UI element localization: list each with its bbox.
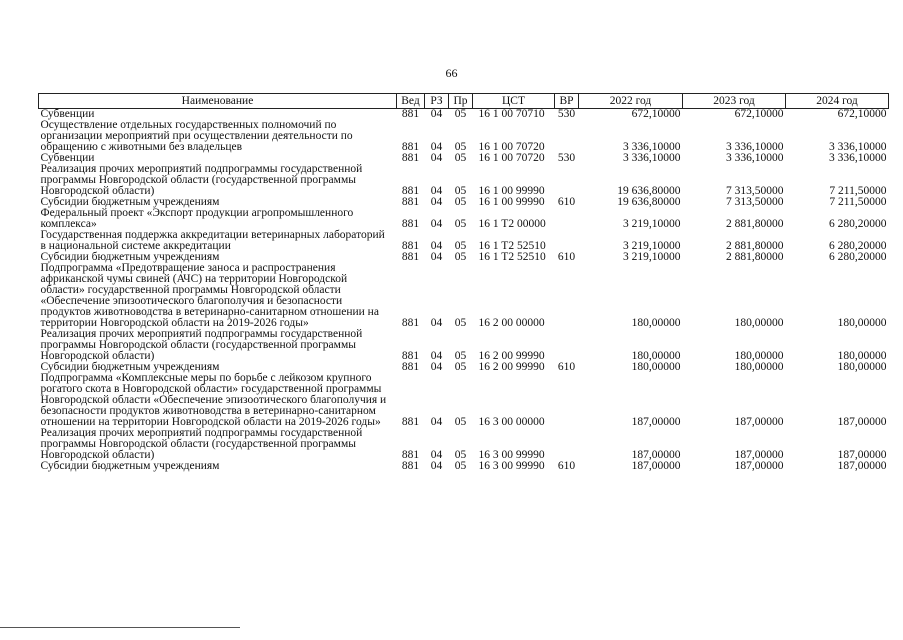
row-pr: 05 (454, 460, 467, 472)
row-name: Реализация прочих мероприятий подпрограммы государственной программы Новгородской области (государственной программы Новгородской области) (40, 328, 363, 362)
row-vr: 610 (557, 251, 576, 263)
row-2023-amount: 187,00000 (734, 449, 784, 461)
row-cst: 16 3 00 99990 (478, 449, 545, 461)
row-2022-amount: 19 636,80000 (617, 185, 681, 197)
row-cst: 16 1 T2 00000 (478, 218, 546, 230)
row-2023-amount: 3 336,10000 (726, 152, 784, 164)
row-ved: 881 (401, 196, 420, 208)
row-2023-amount: 180,00000 (734, 350, 784, 362)
row-rz: 04 (430, 196, 443, 208)
header-row (39, 94, 889, 109)
row-cst: 16 2 00 99990 (478, 361, 545, 373)
header-name: Наименование (39, 94, 397, 109)
row-pr: 05 (454, 449, 467, 461)
row-name: Субвенции (40, 108, 95, 120)
row-ved: 881 (401, 141, 420, 153)
row-vr (555, 230, 579, 252)
row-2023-amount: 3 336,10000 (726, 141, 784, 153)
table-row (39, 373, 889, 428)
row-ved: 881 (401, 416, 420, 428)
table-body (39, 109, 889, 473)
row-2024-amount: 180,00000 (837, 350, 887, 362)
row-ved: 881 (401, 361, 420, 373)
row-2024-amount: 6 280,20000 (829, 218, 887, 230)
row-cst: 16 1 00 70720 (478, 141, 545, 153)
header-2022: 2022 год (579, 94, 683, 109)
row-vr (555, 164, 579, 197)
row-name: Реализация прочих мероприятий подпрограммы государственной программы Новгородской области (государственной программы Новгородской области) (40, 163, 363, 197)
row-vr (555, 263, 579, 329)
row-ved: 881 (401, 240, 420, 252)
row-2024-amount: 187,00000 (837, 449, 887, 461)
row-pr: 05 (454, 350, 467, 362)
row-ved: 881 (401, 317, 420, 329)
row-rz: 04 (430, 251, 443, 263)
row-rz: 04 (430, 449, 443, 461)
row-vr: 610 (557, 196, 576, 208)
row-vr (555, 373, 579, 428)
row-2022-amount: 180,00000 (631, 317, 681, 329)
row-pr: 05 (454, 141, 467, 153)
row-vr: 610 (557, 460, 576, 472)
row-2023-amount: 2 881,80000 (726, 240, 784, 252)
row-2024-amount: 6 280,20000 (829, 251, 887, 263)
row-rz: 04 (430, 218, 443, 230)
table-row (39, 164, 889, 197)
row-2024-amount: 180,00000 (837, 361, 887, 373)
row-2024-amount: 7 211,50000 (829, 185, 887, 197)
row-name: Субсидии бюджетным учреждениям (40, 196, 220, 208)
row-ved: 881 (401, 449, 420, 461)
row-rz: 04 (430, 350, 443, 362)
header-rz: РЗ (425, 94, 449, 109)
row-vr (555, 428, 579, 461)
row-rz: 04 (430, 141, 443, 153)
row-cst: 16 1 T2 52510 (478, 240, 546, 252)
row-2022-amount: 672,10000 (631, 108, 681, 120)
row-pr: 05 (454, 240, 467, 252)
row-ved: 881 (401, 108, 420, 120)
budget-table (38, 93, 889, 472)
row-2023-amount: 672,10000 (734, 108, 784, 120)
row-2022-amount: 3 219,10000 (623, 240, 681, 252)
row-name: Осуществление отдельных государственных полномочий по организации мероприятий при осуществлении деятельности по обращению с животными без владельцев (40, 119, 353, 153)
row-2023-amount: 180,00000 (734, 361, 784, 373)
row-ved: 881 (401, 350, 420, 362)
row-name: Федеральный проект «Экспорт продукции агропромышленного комплекса» (40, 207, 354, 230)
row-cst: 16 1 00 99990 (478, 196, 545, 208)
row-2024-amount: 672,10000 (837, 108, 887, 120)
row-name: Реализация прочих мероприятий подпрограммы государственной программы Новгородской области (государственной программы Новгородской области) (40, 427, 363, 461)
row-2024-amount: 180,00000 (837, 317, 887, 329)
header-2023: 2023 год (683, 94, 786, 109)
row-rz: 04 (430, 152, 443, 164)
row-pr: 05 (454, 251, 467, 263)
row-name: Субвенции (40, 152, 95, 164)
row-vr: 530 (557, 108, 576, 120)
row-cst: 16 1 00 99990 (478, 185, 545, 197)
row-cst: 16 1 00 70710 (478, 108, 545, 120)
row-2023-amount: 7 313,50000 (726, 196, 784, 208)
row-2022-amount: 3 219,10000 (623, 218, 681, 230)
footer-rule (0, 627, 240, 628)
row-vr (555, 329, 579, 362)
row-pr: 05 (454, 317, 467, 329)
row-ved: 881 (401, 251, 420, 263)
header-2024: 2024 год (786, 94, 889, 109)
row-2024-amount: 3 336,10000 (829, 152, 887, 164)
row-2023-amount: 187,00000 (734, 460, 784, 472)
row-vr (555, 208, 579, 230)
row-name: Подпрограмма «Предотвращение заноса и распространения африканской чумы свиней (АЧС) на территории Новгородской области» государственной программы Новгородской области «Обеспечение эпизоотического благополучия и безопасности продуктов животноводства в ветеринарно-санитарном отношении на территории Новгородской области на 2019-2026 годы» (40, 262, 379, 329)
row-pr: 05 (454, 196, 467, 208)
row-2022-amount: 187,00000 (631, 460, 681, 472)
row-cst: 16 3 00 99990 (478, 460, 545, 472)
row-2022-amount: 180,00000 (631, 350, 681, 362)
row-rz: 04 (430, 185, 443, 197)
row-vr: 610 (557, 361, 576, 373)
row-cst: 16 1 T2 52510 (478, 251, 546, 263)
row-ved: 881 (401, 185, 420, 197)
row-rz: 04 (430, 108, 443, 120)
header-vr: ВР (555, 94, 579, 109)
row-2022-amount: 180,00000 (631, 361, 681, 373)
row-rz: 04 (430, 317, 443, 329)
row-2023-amount: 180,00000 (734, 317, 784, 329)
row-vr (555, 120, 579, 153)
row-2024-amount: 3 336,10000 (829, 141, 887, 153)
row-2024-amount: 7 211,50000 (829, 196, 887, 208)
row-ved: 881 (401, 152, 420, 164)
row-pr: 05 (454, 185, 467, 197)
row-2023-amount: 2 881,80000 (726, 218, 784, 230)
table-row (39, 230, 889, 252)
row-2022-amount: 19 636,80000 (617, 196, 681, 208)
table-row (39, 428, 889, 461)
row-rz: 04 (430, 240, 443, 252)
table-row (39, 461, 889, 472)
row-2024-amount: 6 280,20000 (829, 240, 887, 252)
row-name: Субсидии бюджетным учреждениям (40, 460, 220, 472)
row-cst: 16 3 00 00000 (478, 416, 545, 428)
row-cst: 16 2 00 00000 (478, 317, 545, 329)
row-pr: 05 (454, 218, 467, 230)
row-name: Субсидии бюджетным учреждениям (40, 361, 220, 373)
row-2024-amount: 187,00000 (837, 416, 887, 428)
row-2022-amount: 3 336,10000 (623, 141, 681, 153)
row-pr: 05 (454, 416, 467, 428)
row-2024-amount: 187,00000 (837, 460, 887, 472)
row-2023-amount: 7 313,50000 (726, 185, 784, 197)
row-2022-amount: 3 336,10000 (623, 152, 681, 164)
row-pr: 05 (454, 108, 467, 120)
row-ved: 881 (401, 460, 420, 472)
header-ved: Вед (397, 94, 425, 109)
row-2022-amount: 3 219,10000 (623, 251, 681, 263)
row-pr: 05 (454, 152, 467, 164)
row-2023-amount: 2 881,80000 (726, 251, 784, 263)
page-number: 66 (445, 66, 458, 80)
row-2023-amount: 187,00000 (734, 416, 784, 428)
table-row (39, 263, 889, 329)
table-row (39, 208, 889, 230)
header-pr: Пр (449, 94, 473, 109)
row-name: Субсидии бюджетным учреждениям (40, 251, 220, 263)
row-rz: 04 (430, 416, 443, 428)
row-cst: 16 2 00 99990 (478, 350, 545, 362)
row-rz: 04 (430, 361, 443, 373)
row-name: Подпрограмма «Комплексные меры по борьбе с лейкозом крупного рогатого скота в Новгородской области» государственной программы Новгородской области «Обеспечение эпизоотического благополучия и безопасности продуктов животноводства в ветеринарно-санитарном отношении на территории Новгородской области на 2019-2026 годы» (40, 372, 387, 428)
row-vr: 530 (557, 152, 576, 164)
row-2022-amount: 187,00000 (631, 416, 681, 428)
table-row (39, 329, 889, 362)
table-row (39, 120, 889, 153)
row-rz: 04 (430, 460, 443, 472)
row-cst: 16 1 00 70720 (478, 152, 545, 164)
row-ved: 881 (401, 218, 420, 230)
row-pr: 05 (454, 361, 467, 373)
row-name: Государственная поддержка аккредитации ветеринарных лабораторий в национальной системе аккредитации (40, 229, 385, 252)
row-2022-amount: 187,00000 (631, 449, 681, 461)
header-cst: ЦСТ (473, 94, 555, 109)
